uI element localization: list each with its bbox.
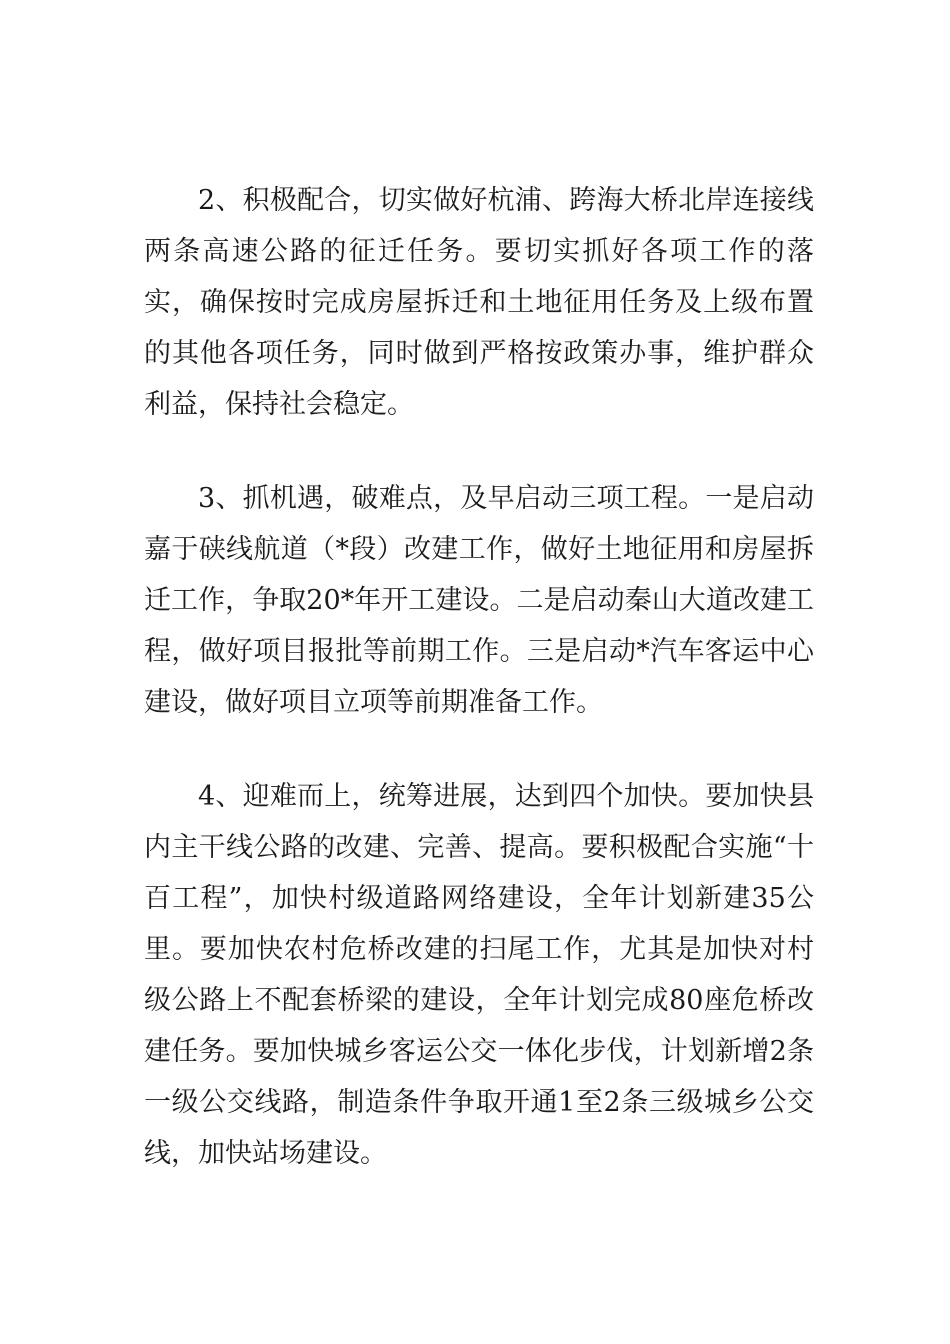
paragraph-item-3: 3、抓机遇，破难点，及早启动三项工程。一是启动嘉于硖线航道（*段）改建工作，做好土地征用和房屋拆迁工作，争取20*年开工建设。二是启动秦山大道改建工程，做好项目报批等前期工作。三是启动*汽车客运中心建设，做好项目立项等前期准备工作。	[144, 483, 814, 718]
paragraph-item-2: 2、积极配合，切实做好杭浦、跨海大桥北岸连接线两条高速公路的征迁任务。要切实抓好各项工作的落实，确保按时完成房屋拆迁和土地征用任务及上级布置的其他各项任务，同时做到严格按政策办事，维护群众利益，保持社会稳定。	[144, 185, 814, 420]
paragraph-item-4: 4、迎难而上，统筹进展，达到四个加快。要加快县内主干线公路的改建、完善、提高。要积极配合实施“十百工程”，加快村级道路网络建设，全年计划新建35公里。要加快农村危桥改建的扫尾工作，尤其是加快对村级公路上不配套桥梁的建设，全年计划完成80座危桥改建任务。要加快城乡客运公交一体化步伐，计划新增2条一级公交线路，制造条件争取开通1至2条三级城乡公交线，加快站场建设。	[144, 781, 814, 1169]
